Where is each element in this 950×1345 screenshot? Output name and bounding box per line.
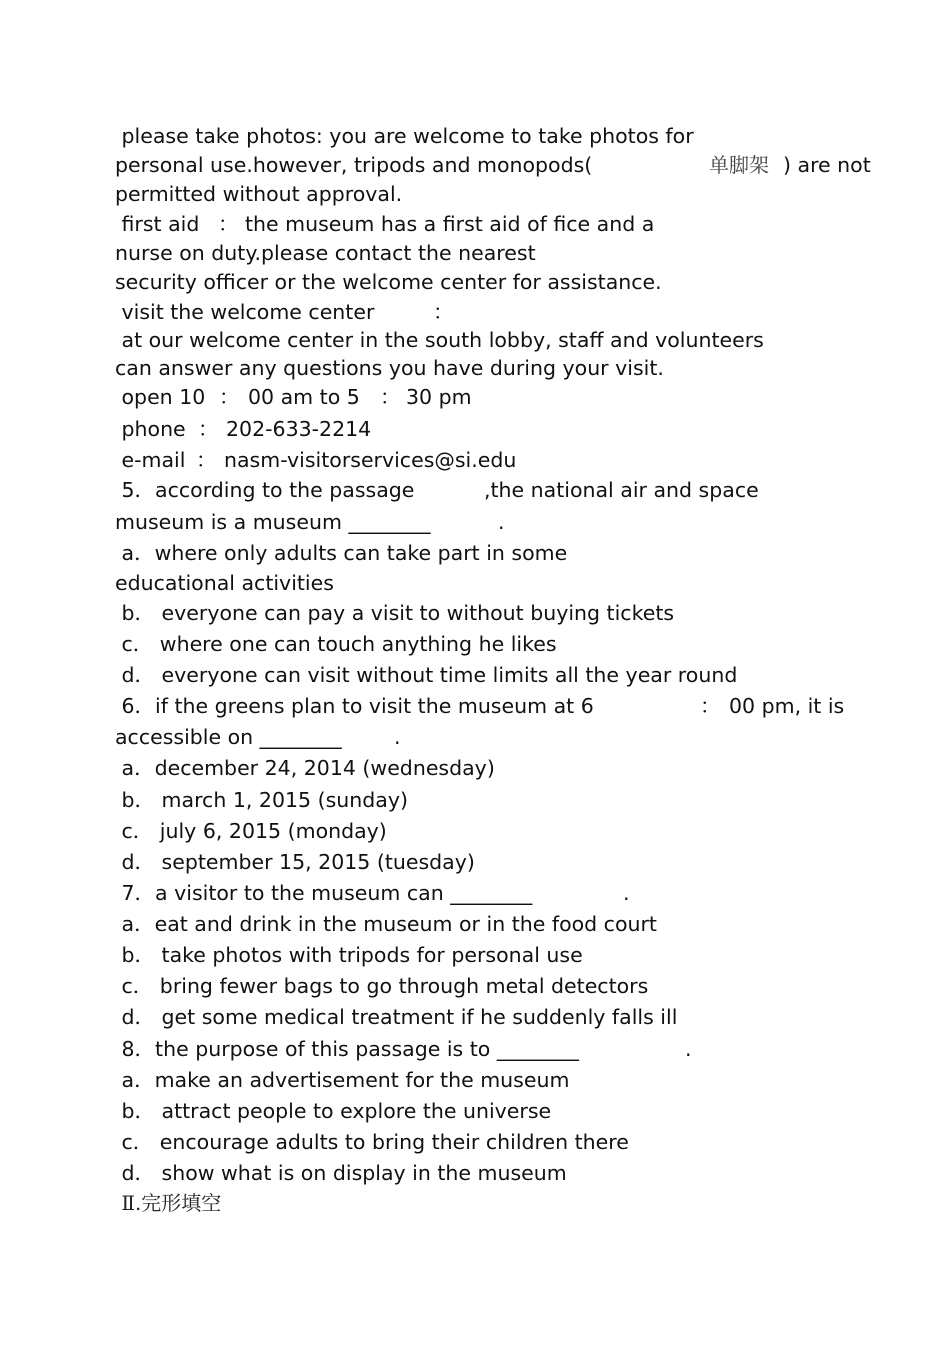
question-5-option-c: c． where one can touch anything he likes — [115, 632, 557, 656]
open-hours-colon-1: ： — [219, 385, 240, 409]
question-8-option-b: b． attract people to explore the universe — [115, 1099, 552, 1123]
question-7-option-c: c． bring fewer bags to go through metal detectors — [115, 974, 649, 998]
question-5-stem-2b: . — [498, 510, 505, 534]
question-8-stem: 8．the purpose of this passage is to ________ — [115, 1037, 579, 1061]
firstaid-line-2: nurse on duty.please contact the nearest — [115, 241, 536, 265]
open-hours-label: open 10 — [115, 385, 206, 409]
photos-line-2a: personal use.however, tripods and monopods( — [115, 153, 593, 177]
welcome-line-1: at our welcome center in the south lobby, staff and volunteers — [115, 328, 764, 352]
question-8-option-a: a．make an advertisement for the museum — [115, 1068, 570, 1092]
question-7-option-b: b． take photos with tripods for personal use — [115, 943, 583, 967]
question-6-colon: ： — [700, 694, 721, 718]
question-7-option-a: a．eat and drink in the museum or in the food court — [115, 912, 657, 936]
question-7-stem: 7．a visitor to the museum can ________ — [115, 881, 533, 905]
question-5-option-d: d． everyone can visit without time limits all the year round — [115, 663, 738, 687]
open-hours-colon-2: ： — [380, 385, 401, 409]
open-hours-end: 30 pm — [406, 385, 472, 409]
question-6-option-b: b． march 1, 2015 (sunday) — [115, 788, 408, 812]
question-5-option-a-1: a．where only adults can take part in some — [115, 541, 568, 565]
open-hours-mid: 00 am to 5 — [248, 385, 360, 409]
question-5-stem-1a: 5．according to the passage — [115, 478, 415, 502]
question-6-stem-1a: 6．if the greens plan to visit the museum at 6 — [115, 694, 594, 718]
welcome-line-2: can answer any questions you have during your visit. — [115, 356, 664, 380]
question-6-option-d: d． september 15, 2015 (tuesday) — [115, 850, 475, 874]
photos-line-2b: ) are not — [783, 153, 871, 177]
email-address: nasm-visitorservices@si.edu — [224, 448, 517, 472]
question-5-option-b: b． everyone can pay a visit to without buying tickets — [115, 601, 675, 625]
welcome-colon: ： — [433, 300, 454, 324]
question-5-option-a-2: educational activities — [115, 571, 334, 595]
firstaid-colon: ： — [218, 212, 239, 236]
question-8-option-c: c． encourage adults to bring their children there — [115, 1130, 629, 1154]
welcome-title: visit the welcome center — [115, 300, 375, 324]
question-8-stem-period: . — [685, 1037, 692, 1061]
photos-line-3: permitted without approval. — [115, 182, 403, 206]
question-6-stem-2b: . — [394, 725, 401, 749]
section-heading: Ⅱ.完形填空 — [115, 1191, 222, 1215]
question-6-option-c: c． july 6, 2015 (monday) — [115, 819, 387, 843]
firstaid-line-1: the museum has a first aid of fice and a — [245, 212, 655, 236]
question-6-option-a: a．december 24, 2014 (wednesday) — [115, 756, 495, 780]
phone-label: phone — [115, 417, 186, 441]
phone-number: 202-633-2214 — [226, 417, 372, 441]
photos-cjk-term: 单脚架 — [709, 153, 769, 177]
question-7-stem-period: . — [623, 881, 630, 905]
firstaid-line-3: security officer or the welcome center for assistance. — [115, 270, 662, 294]
email-label: e-mail — [115, 448, 186, 472]
email-colon: ： — [196, 448, 217, 472]
question-5-stem-2a: museum is a museum ________ — [115, 510, 431, 534]
phone-colon: ： — [198, 417, 219, 441]
question-8-option-d: d． show what is on display in the museum — [115, 1161, 567, 1185]
photos-line-1: please take photos: you are welcome to take photos for — [115, 124, 694, 148]
question-7-option-d: d． get some medical treatment if he suddenly falls ill — [115, 1005, 678, 1029]
question-6-stem-2a: accessible on ________ — [115, 725, 342, 749]
question-6-stem-1b: 00 pm, it is — [729, 694, 845, 718]
firstaid-label: first aid — [115, 212, 200, 236]
question-5-stem-1b: ,the national air and space — [484, 478, 759, 502]
